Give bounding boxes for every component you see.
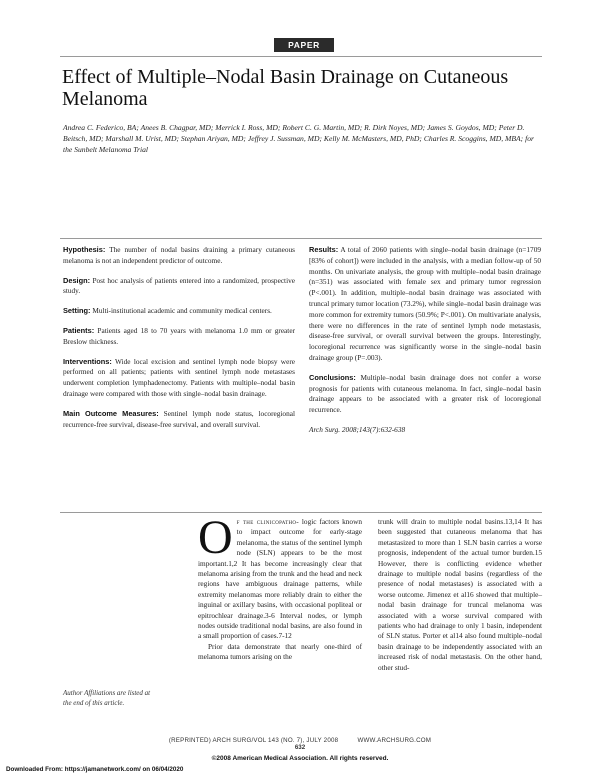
body-right-column bbox=[378, 517, 542, 673]
intro-paragraph bbox=[198, 511, 362, 642]
outcome-label: Main Outcome Measures: bbox=[63, 408, 159, 418]
design-label: Design: bbox=[63, 275, 91, 285]
journal-footer: (REPRINTED) ARCH SURG/VOL 143 (NO. 7), JULY 2008 WWW.ARCHSURG.COM bbox=[168, 737, 432, 744]
copyright-notice: ©2008 American Medical Association. All rights reserved. bbox=[211, 755, 389, 762]
abstract-patients bbox=[63, 326, 295, 348]
page-number: 632 bbox=[294, 744, 306, 751]
setting-text: Multi-institutional academic and community medical centers. bbox=[92, 306, 272, 316]
setting-label: Setting: bbox=[63, 306, 91, 316]
abstract-bottom-rule bbox=[60, 512, 542, 513]
header-rule bbox=[60, 56, 542, 57]
abstract-hypothesis bbox=[63, 245, 295, 267]
lead-in: f the clinicopatho- bbox=[236, 517, 300, 526]
body-middle-column bbox=[198, 511, 362, 663]
results-text: A total of 2060 patients with single–nodal basin drainage (n=1709 [83% of cohort]) were included in the analysis, with a median follow-up of 50 months. On univariate analysis, the group with multiple–nodal basin drainage (n=351) was associated with female sex and primary tumor regression (P<.001). In addition, multiple–nodal basin drainage was associated with truncal primary tumor location (73.2%), while single–nodal basin drainage was more common for extremity tumors (50.9%; P<.001). On multivariate analysis, there were no differences in the rate of sentinel lymph node metastasis, disease-free survival, or overall survival between the groups. Interestingly, locoregional recurrence was significantly worse in the single–nodal basin drainage group (P=.003). bbox=[309, 245, 541, 362]
right-column-text: trunk will drain to multiple nodal basins.13,14 It has been suggested that cutaneous melanoma that has metastasized to more than 1 SLN basin carries a worse prognosis, independent of the actual tumor burden.15 However, there is conflicting evidence whether drainage to multiple nodal basins (regardless of the presence of nodal metastases) is associated with a worse outcome. Jimenez et al16 showed that multiple–nodal basin drainage for truncal melanoma was associated with a worse survival compared with patients who had drainage to only 1 basin, independent of SLN status. Porter et al14 also found multiple–nodal basin drainage to be independently associated with an increased risk of nodal metastasis. On the other hand, other stud- bbox=[378, 517, 542, 672]
abstract-left-column bbox=[63, 245, 295, 439]
abstract-design bbox=[63, 276, 295, 298]
abstract-setting bbox=[63, 306, 295, 317]
abstract-outcome-measures bbox=[63, 409, 295, 431]
patients-label: Patients: bbox=[63, 325, 95, 335]
patients-text: Patients aged 18 to 70 years with melanoma 1.0 mm or greater Breslow thickness. bbox=[63, 325, 295, 346]
intro-text: logic factors known to impact outcome for early-stage melanoma, the status of the sentinel lymph node (SLN) appears to be the most important.1,2 It has become increasingly clear that melanoma arising from the trunk and the head and neck regions have ambiguous drainage patterns, while extremity melanomas more reliably drain to either the inguinal or axillary basins, with occasional popliteal or epitrochlear drainage.3-6 Interval nodes, or lymph nodes outside traditional nodal basins, are also found in a small proportion of cases.7-12 bbox=[198, 517, 362, 641]
citation: Arch Surg. 2008;143(7):632-638 bbox=[309, 424, 406, 434]
article-title: Effect of Multiple–Nodal Basin Drainage on Cutaneous Melanoma bbox=[62, 66, 509, 110]
conclusions-label: Conclusions: bbox=[309, 372, 356, 382]
download-notice: Downloaded From: https://jamanetwork.com/ on 06/04/2020 bbox=[6, 766, 184, 773]
abstract-conclusions bbox=[309, 373, 541, 416]
outcome-text: Sentinel lymph node status, locoregional recurrence-free survival, disease-free survival, and overall survival. bbox=[63, 408, 295, 429]
section-tag: PAPER bbox=[274, 38, 334, 52]
interventions-text: Wide local excision and sentinel lymph node biopsy were performed on all patients; patients with sentinel lymph node metastases underwent completion lymphadenectomy. Patients with multiple–nodal basin drainage were compared with those with single–nodal basin drainage. bbox=[63, 356, 295, 398]
second-paragraph: Prior data demonstrate that nearly one-third of melanoma tumors arising on the bbox=[198, 641, 362, 662]
author-affiliations-note: Author Affiliations are listed at the end of this article. bbox=[63, 689, 151, 707]
abstract-right-column bbox=[309, 245, 541, 445]
hypothesis-label: Hypothesis: bbox=[63, 245, 106, 254]
results-label: Results: bbox=[309, 245, 339, 254]
author-list: Andrea C. Federico, BA; Anees B. Chagpar, MD; Merrick I. Ross, MD; Robert C. G. Martin, MD; R. Dirk Noyes, MD; James S. Goydos, MD; Peter D. Beitsch, MD; Marshall M. Urist, MD; Stephan Ariyan, MD; Jeffrey J. Sussman, MD; Kelly M. McMasters, MD, PhD; Charles R. Scoggins, MD, MBA; for the Sunbelt Melanoma Trial bbox=[63, 123, 534, 155]
abstract-top-rule bbox=[60, 238, 542, 239]
hypothesis-text: The number of nodal basins draining a primary cutaneous melanoma is not an independent predictor of outcome. bbox=[63, 245, 295, 265]
interventions-label: Interventions: bbox=[63, 356, 112, 366]
abstract-results bbox=[309, 245, 541, 364]
design-text: Post hoc analysis of patients entered into a randomized, prospective study. bbox=[63, 275, 295, 296]
drop-cap: O bbox=[198, 511, 233, 564]
abstract-interventions bbox=[63, 357, 295, 400]
conclusions-text: Multiple–nodal basin drainage does not confer a worse prognosis for patients with cutaneous melanoma. In fact, single–nodal basin drainage appears to be associated with a greater risk of locoregional recurrence. bbox=[309, 372, 541, 415]
